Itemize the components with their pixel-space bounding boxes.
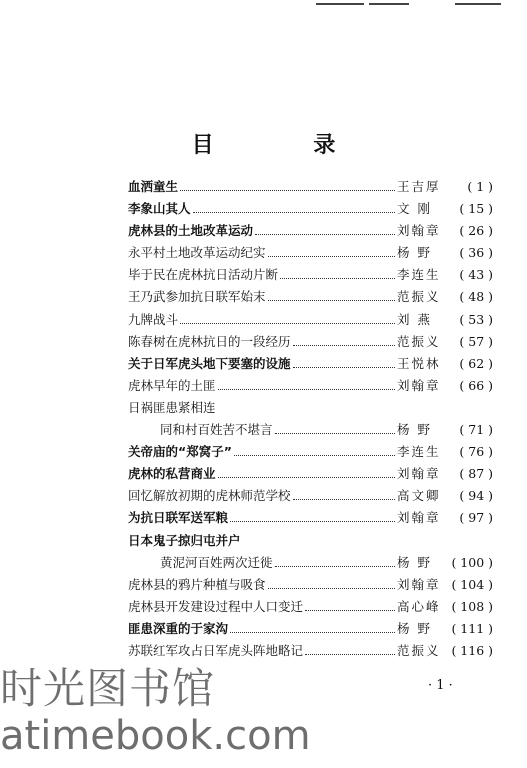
toc-entry [128, 176, 493, 198]
toc-entry [128, 596, 493, 618]
toc-entry-author: 刘翰章 [397, 377, 441, 393]
top-edge-rule [316, 3, 364, 5]
toc-entry [128, 331, 493, 353]
dot-leader [230, 632, 395, 633]
toc-entry [128, 552, 493, 574]
dot-leader [293, 367, 395, 368]
toc-entry-author: 李连生 [397, 444, 441, 460]
toc-entry-title: 关帝庙的“郑窝子” [128, 444, 232, 460]
toc-entry [128, 574, 493, 596]
toc-entry [128, 242, 493, 264]
toc-entry-author: 范振义 [397, 642, 441, 658]
toc-entry-page: ( 116 ) [451, 642, 493, 658]
toc-entry-title: 虎林县开发建设过程中人口变迁 [128, 598, 304, 614]
toc-entry [128, 419, 493, 441]
dot-leader [305, 654, 395, 655]
toc-entry-author: 高文卿 [397, 488, 441, 504]
toc-entry-page: ( 36 ) [459, 245, 493, 261]
dot-leader [180, 323, 395, 324]
toc-entry [128, 353, 493, 375]
toc-entry-title: 陈春树在虎林抗日的一段经历 [128, 333, 291, 349]
top-edge-rule [455, 3, 501, 5]
toc-entry-page: ( 57 ) [459, 333, 493, 349]
toc-entry-page: ( 71 ) [459, 422, 493, 438]
toc-entry [128, 220, 493, 242]
toc-entry-page: ( 53 ) [459, 311, 493, 327]
toc-entry-title: 血洒童生 [128, 179, 179, 194]
dot-leader [293, 345, 395, 346]
toc-entry-author: 刘翰章 [397, 576, 441, 592]
dot-leader [275, 433, 395, 434]
toc-entry-page: ( 76 ) [459, 444, 493, 460]
dot-leader [293, 499, 395, 500]
dot-leader [268, 300, 395, 301]
dot-leader [255, 234, 395, 235]
page-title: 目 录 [191, 132, 382, 158]
toc-entry [128, 198, 493, 220]
toc-entry-title: 关于日军虎头地下要塞的设施 [128, 355, 291, 371]
toc-entry [128, 618, 493, 640]
dot-leader [268, 588, 395, 589]
toc-section-heading [128, 530, 493, 552]
dot-leader [218, 389, 395, 390]
toc-entry-title: 虎林早年的土匪 [128, 377, 216, 393]
toc-entry-page: ( 94 ) [459, 488, 493, 504]
toc-entry-author: 杨 野 [397, 422, 432, 438]
toc-entry-title: 日本鬼子掠归屯并户 [128, 532, 241, 548]
page-number: · 1 · [428, 678, 453, 693]
dot-leader [280, 278, 395, 279]
dot-leader [230, 521, 395, 522]
toc-entry-author: 刘翰章 [397, 223, 441, 239]
toc-entry [128, 463, 493, 485]
toc-entry-title: 黄泥河百姓两次迁徙 [160, 554, 273, 570]
toc-entry-author: 刘翰章 [397, 510, 441, 526]
toc-entry-title: 毕于民在虎林抗日活动片断 [128, 267, 279, 283]
toc-entry-author: 范振义 [397, 289, 441, 305]
toc-entry-title: 王乃武参加抗日联军始末 [128, 289, 266, 305]
toc-entry [128, 485, 493, 507]
table-of-contents [128, 176, 493, 662]
toc-entry-page: ( 104 ) [451, 576, 493, 592]
dot-leader [193, 212, 395, 213]
toc-entry [128, 507, 493, 529]
toc-entry-page: ( 43 ) [459, 267, 493, 283]
toc-entry [128, 309, 493, 331]
toc-entry-title: 虎林的私营商业 [128, 466, 216, 482]
toc-entry-title: 虎林县的土地改革运动 [128, 223, 254, 239]
dot-leader [234, 455, 395, 456]
toc-entry-page: ( 1 ) [467, 179, 493, 194]
toc-entry-title: 日祸匪患紧相连 [128, 399, 216, 415]
dot-leader [180, 190, 395, 191]
dot-leader [305, 610, 395, 611]
dot-leader [268, 256, 395, 257]
toc-entry-title: 为抗日联军送军粮 [128, 510, 229, 526]
toc-entry-author: 杨 野 [397, 245, 432, 261]
toc-section-heading [128, 397, 493, 419]
toc-entry-author: 王悦林 [397, 355, 441, 371]
toc-entry-title: 同和村百姓苦不堪言 [160, 422, 273, 438]
toc-entry-page: ( 100 ) [451, 554, 493, 570]
toc-entry-title: 九牌战斗 [128, 311, 179, 327]
toc-entry-title: 永平村土地改革运动纪实 [128, 245, 266, 261]
toc-entry [128, 375, 493, 397]
toc-entry-page: ( 111 ) [451, 620, 493, 636]
toc-entry-author: 王吉厚 [397, 179, 441, 194]
toc-entry-page: ( 66 ) [459, 377, 493, 393]
toc-entry [128, 264, 493, 286]
toc-entry-author: 杨 野 [397, 554, 432, 570]
toc-entry-page: ( 97 ) [459, 510, 493, 526]
toc-entry-author: 文 刚 [397, 201, 432, 217]
toc-entry-page: ( 48 ) [459, 289, 493, 305]
toc-entry-author: 李连生 [397, 267, 441, 283]
toc-entry-title: 回忆解放初期的虎林师范学校 [128, 488, 291, 504]
dot-leader [218, 477, 395, 478]
toc-entry [128, 441, 493, 463]
watermark-url: atimebook.com [0, 713, 311, 759]
toc-entry-page: ( 26 ) [459, 223, 493, 239]
toc-entry-author: 刘翰章 [397, 466, 441, 482]
toc-entry-page: ( 15 ) [459, 201, 493, 217]
watermark-chinese: 时光图书馆 [0, 664, 216, 713]
toc-entry-author: 刘 燕 [397, 311, 432, 327]
top-edge-rule [369, 3, 409, 5]
toc-entry [128, 286, 493, 308]
toc-entry-title: 匪患深重的于家沟 [128, 620, 229, 636]
toc-entry-author: 杨 野 [397, 620, 432, 636]
toc-entry-page: ( 108 ) [451, 598, 493, 614]
toc-entry-title: 李象山其人 [128, 201, 191, 217]
toc-entry-title: 苏联红军攻占日军虎头阵地略记 [128, 642, 304, 658]
toc-entry-author: 范振义 [397, 333, 441, 349]
toc-entry-author: 高心峰 [397, 598, 441, 614]
toc-entry-page: ( 62 ) [459, 355, 493, 371]
toc-entry-title: 虎林县的鸦片种植与吸食 [128, 576, 266, 592]
toc-entry-page: ( 87 ) [459, 466, 493, 482]
dot-leader [275, 566, 395, 567]
